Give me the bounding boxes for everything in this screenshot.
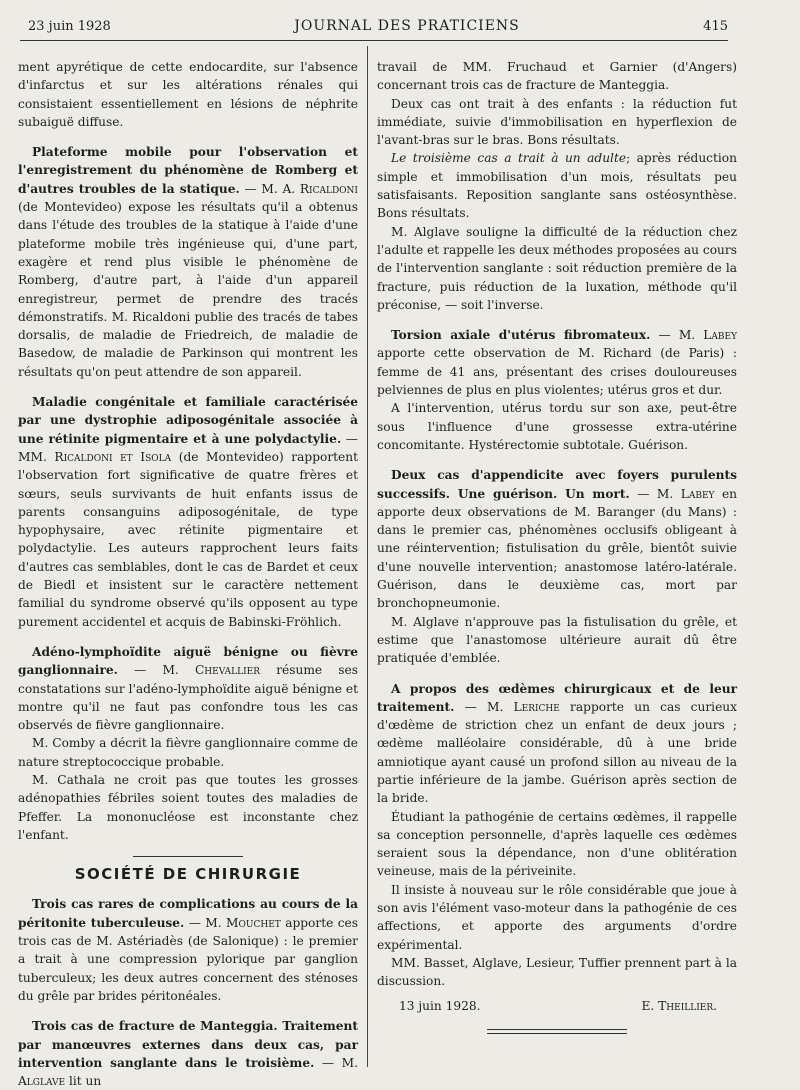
article-peritonite: Trois cas rares de complications au cours de la péritonite tuberculeuse. — M. Mouchet apporte ces trois cas de M. Astériadès (de Salonique) : le premier a trait à une compression pylorique par ganglion tuberculeux; les deux autres concernent des sténoses du grêle par brides péritonéales. (18, 897, 359, 1003)
paragraph-comby: M. Comby a décrit la fièvre ganglionnaire comme de nature streptococcique probable. (18, 736, 358, 769)
paragraph-adulte (377, 149, 737, 222)
column-divider (367, 46, 368, 1067)
signature-line (377, 997, 737, 1015)
paragraph-cathala: M. Cathala ne croit pas que toutes les grosses adénopathies fébriles soient toutes des maladies de Pfeffer. La mononucléose est inconstante chez l'enfant. (18, 772, 358, 842)
article-title: Trois cas de fracture de Manteggia. Traitement par manœuvres externes dans deux cas, par intervention sanglante dans le troisième. (18, 1019, 358, 1070)
paragraph-enfants: Deux cas ont trait à des enfants : la réduction fut immédiate, suivie d'immobilisation en hyperflexion de l'avant-bras sur le bras. Bons résultats. (377, 96, 737, 148)
article-text: lit un (68, 1074, 102, 1089)
left-column (18, 58, 359, 1089)
right-column (377, 58, 737, 1067)
article-title: Plateforme mobile pour l'observation et l'enregistrement du phénomène de Romberg et d'autres troubles de la statique. (18, 145, 358, 196)
article-text: en apporte deux observations de M. Baranger (du Mans) : dans le premier cas, phénomènes occlusifs obligeant à une réintervention; fistulisation du grêle, bientôt suivie d'une nouvelle intervention; anastomose latéro-latérale. Guérison, dans le deuxième cas, mort par bronchopneumonie. (377, 486, 738, 611)
article-title: A propos des œdèmes chirurgicaux et de leur traitement. (377, 681, 737, 714)
article-author: M. Chevallier (162, 663, 260, 678)
article-author: M. Alglave (18, 1055, 358, 1089)
article-title: Adéno-lymphoïdite aiguë bénigne ou fièvre ganglionnaire. (18, 644, 358, 678)
article-title: Torsion axiale d'utérus fibromateux. (391, 328, 651, 343)
header-rule (20, 40, 728, 41)
article-author: MM. Ricaldoni et Isola (18, 449, 172, 464)
article-text: résume ses constatations sur l'adéno-lymphoïdite aiguë bénigne et montre qu'il ne faut pas confondre tous les cas observés de fièvre ganglionnaire. (18, 663, 359, 733)
article-torsion: Torsion axiale d'utérus fibromateux. — M. Labey apporte cette observation de M. Richard (de Paris) : femme de 41 ans, présentant des crises douloureuses pelviennes de plus en plus violentes; utérus gros et dur. (377, 328, 738, 398)
section-title: SOCIÉTÉ DE CHIRURGIE (74, 865, 302, 884)
article-author: M. Leriche (486, 699, 560, 714)
article-romberg: Plateforme mobile pour l'observation et l'enregistrement du phénomène de Romberg et d'autres troubles de la statique. — M. A. Ricaldoni (de Montevideo) expose les résultats qu'il a obtenus dans l'étude des troubles de la statique à l'aide d'une plateforme mobile très ingénieuse qui, d'une part, exagère et rend plus visible le phénomène de Romberg, d'autre part, à l'aide d'un appareil enregistreur, permet de prendre des tracés démonstratifs. M. Ricaldoni publie des tracés de tabes dorsalis, de maladie de Friedreich, de maladie de Basedow, de maladie de Parkinson qui montrent les résultats qu'on peut attendre de son appareil. (18, 145, 358, 379)
signature-name: E. Theillier. (641, 998, 717, 1013)
article-title: Deux cas d'appendicite avec foyers purulents successifs. Une guérison. Un mort. (377, 468, 737, 501)
page-number: 415 (703, 19, 728, 34)
article-text: (de Montevideo) expose les résultats qu'il a obtenus dans l'étude des troubles de la statique à l'aide d'une plateforme mobile très ingénieuse qui, d'une part, exagère et rend plus visible le phénomène de Romberg, d'autre part, à l'aide d'un appareil enregistreur, permet de prendre des tracés démonstratifs. M. Ricaldoni publie des tracés de tabes dorsalis, de maladie de Friedreich, de maladie de Basedow, de maladie de Parkinson qui montrent les résultats qu'on peut attendre de son appareil. (18, 200, 358, 379)
page-header (28, 18, 728, 34)
article-title: Trois cas rares de complications au cours de la péritonite tuberculeuse. (18, 897, 358, 930)
article-title: Maladie congénitale et familiale caractérisée par une dystrophie adiposogénitale associée à une rétinite pigmentaire et à une polydactylie. (18, 395, 358, 446)
paragraph-alglave: M. Alglave souligne la difficulté de la réduction chez l'adulte et rappelle les deux méthodes proposées au cours de l'intervention sanglante : soit réduction première de la fracture, puis réduction de la luxation, méthode qu'il préconise, — soit l'inverse. (377, 224, 737, 312)
italic-text: Le troisième cas a trait à un adulte (391, 151, 627, 166)
journal-title: JOURNAL DES PRATICIENS (294, 18, 520, 34)
paragraph-discussion: MM. Basset, Alglave, Lesieur, Tuffier prennent part à la discussion. (377, 955, 737, 989)
article-manteggia: Trois cas de fracture de Manteggia. Traitement par manœuvres externes dans deux cas, par intervention sanglante dans le troisième. — M. Alglave lit un (18, 1019, 358, 1089)
signature-date: 13 juin 1928. (399, 998, 481, 1013)
article-appendicite: Deux cas d'appendicite avec foyers purulents successifs. Une guérison. Un mort. — M. Labey en apporte deux observations de M. Baranger (du Mans) : dans le premier cas, phénomènes occlusifs obligeant à une réintervention; fistulisation du grêle, bientôt suivie d'une nouvelle intervention; anastomose latéro-latérale. Guérison, dans le deuxième cas, mort par bronchopneumonie. (377, 468, 738, 611)
left-paragraph-continuation: ment apyrétique de cette endocardite, sur l'absence d'infarctus et sur les altérations rénales qui consistaient essentiellement en lésions de néphrite subaiguë diffuse. (18, 60, 358, 129)
article-author: M. Labey (656, 486, 715, 501)
article-author: M. A. Ricaldoni (261, 181, 358, 196)
end-rule (487, 1029, 627, 1034)
paragraph-pathogenie: Étudiant la pathogénie de certains œdèmes, il rappelle sa conception personnelle, d'après laquelle ces œdèmes seraient sous la dépendance, non d'une oblitération veineuse, mais de la périveinite. (377, 809, 737, 879)
paragraph-fistulisation: M. Alglave n'approuve pas la fistulisation du grêle, et estime que l'anastomose ultérieure aurait dû être pratiquée d'emblée. (377, 614, 737, 666)
section-rule (133, 856, 243, 857)
article-adeno: Adéno-lymphoïdite aiguë bénigne ou fièvre ganglionnaire. — M. Chevallier résume ses constatations sur l'adéno-lymphoïdite aiguë bénigne et montre qu'il ne faut pas confondre tous les cas observés de fièvre ganglionnaire. (18, 644, 359, 733)
article-text: rapporte un cas curieux d'œdème de striction chez un enfant de deux jours ; œdème malléolaire considérable, dû à une bride amniotique ayant causé un profond sillon au niveau de la partie inférieure de la jambe. Guérison après section de la bride. (377, 699, 738, 806)
article-oedemes: A propos des œdèmes chirurgicaux et de leur traitement. — M. Leriche rapporte un cas curieux d'œdème de striction chez un enfant de deux jours ; œdème malléolaire considérable, dû à une bride amniotique ayant causé un profond sillon au niveau de la partie inférieure de la jambe. Guérison après section de la bride. (377, 681, 738, 806)
article-author: M. Mouchet (205, 915, 281, 930)
article-author: M. Labey (678, 328, 738, 343)
right-paragraph-continuation: travail de MM. Fruchaud et Garnier (d'Angers) concernant trois cas de fracture de Manteggia. (377, 60, 737, 93)
article-text: (de Montevideo) rapportent l'observation fort significative de quatre frères et sœurs, seuls survivants de huit enfants issus de parents consanguins adiposogénitale, de type hypophysaire, avec rétinite pigmentaire et polydactylie. Les auteurs rapprochent leurs faits d'autres cas semblables, dont le cas de Bardet et ceux de Biedl et insistent sur le caractère nettement familial du syndrome observé qu'ils opposent au type purement accidentel et acquis de Babinski-Fröhlich. (18, 449, 359, 629)
paragraph-text: ; après réduction simple et immobilisation d'un mois, résultats peu satisfaisants. Reposition sanglante sans ostéosynthèse. Bons résultats. (377, 151, 737, 221)
article-text: apporte cette observation de M. Richard (de Paris) : femme de 41 ans, présentant des crises douloureuses pelviennes de plus en plus violentes; utérus gros et dur. (377, 346, 737, 398)
article-text: apporte ces trois cas de M. Astériadès (de Salonique) : le premier a trait à une compression pylorique par ganglion tuberculeux; les deux autres concernent des sténoses du grêle par brides péritonéales. (18, 915, 359, 1003)
paragraph-intervention: A l'intervention, utérus tordu sur son axe, peut-être sous l'influence d'une grossesse extra-utérine concomitante. Hystérectomie subtotale. Guérison. (377, 401, 737, 452)
header-date: 23 juin 1928 (28, 19, 111, 34)
paragraph-vasomoteur: Il insiste à nouveau sur le rôle considérable que joue à son avis l'élément vaso-moteur dans la pathogénie de ces affections, et apporte des arguments d'ordre expérimental. (377, 882, 737, 952)
article-dystrophie: Maladie congénitale et familiale caractérisée par une dystrophie adiposogénitale associée à une rétinite pigmentaire et à une polydactylie. — MM. Ricaldoni et Isola (de Montevideo) rapportent l'observation fort significative de quatre frères et sœurs, seuls survivants de huit enfants issus de parents consanguins adiposogénitale, de type hypophysaire, avec rétinite pigmentaire et polydactylie. Les auteurs rapprochent leurs faits d'autres cas semblables, dont le cas de Bardet et ceux de Biedl et insistent sur le caractère nettement familial du syndrome observé qu'ils opposent au type purement accidentel et acquis de Babinski-Fröhlich. (18, 395, 359, 629)
